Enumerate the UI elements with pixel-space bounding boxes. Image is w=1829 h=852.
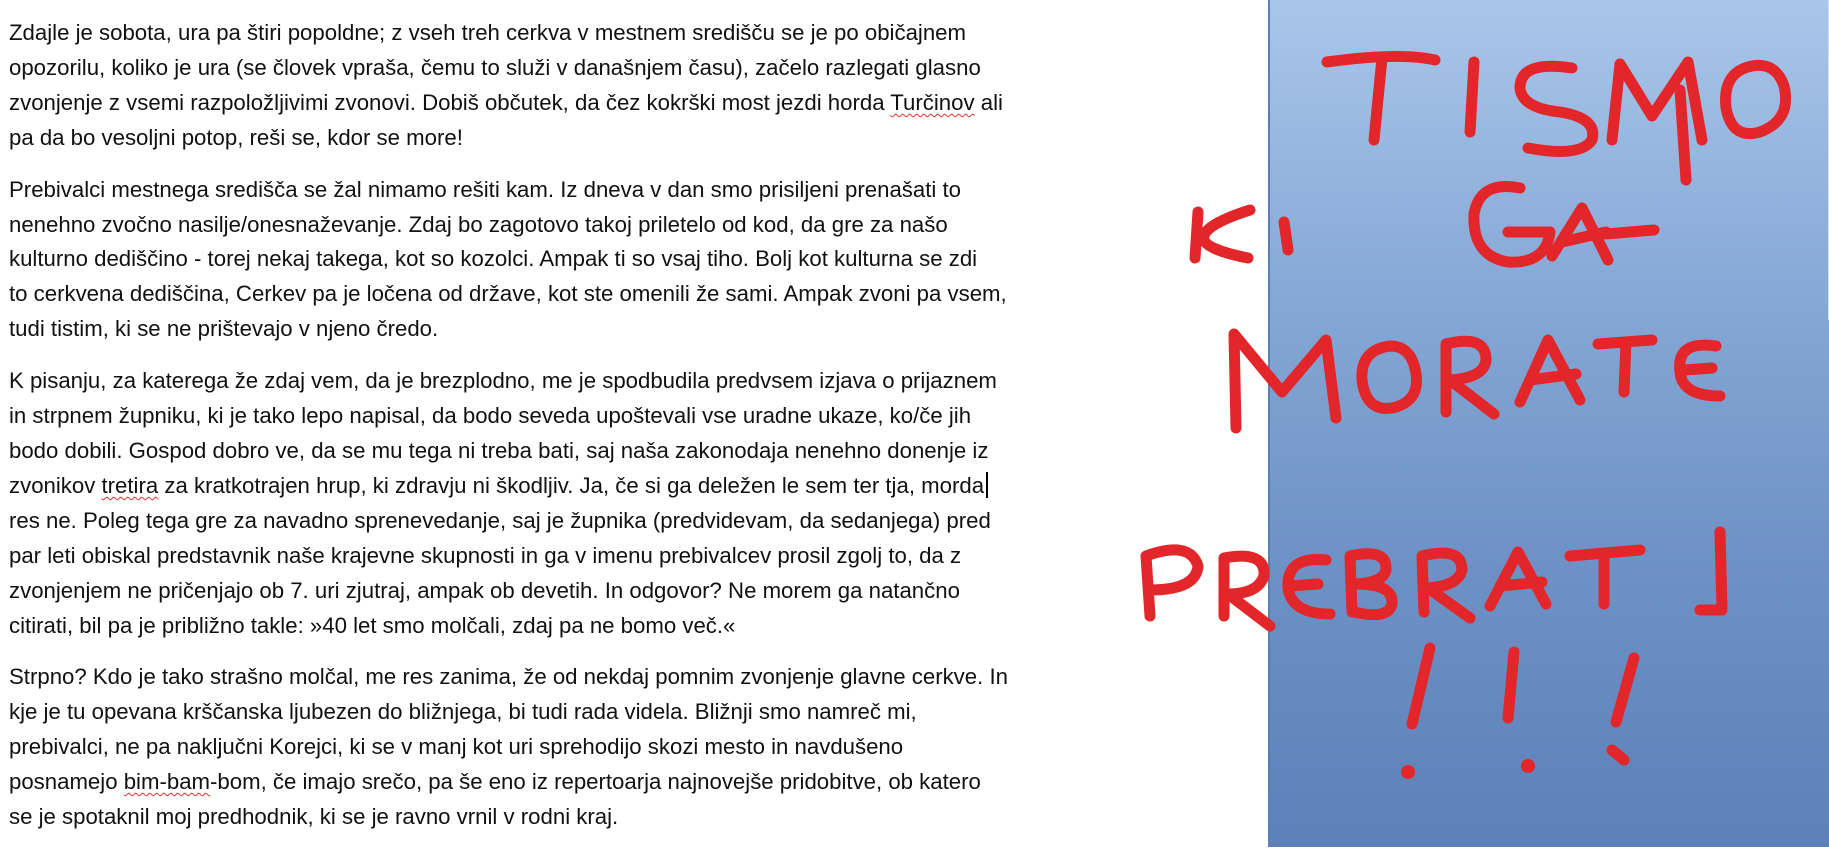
- window-background-panel: [1268, 0, 1829, 847]
- paragraph-2: Prebivalci mestnega središča se žal nimamo rešiti kam. Iz dneva v dan smo prisiljeni prenašati to nenehno zvočno nasilje/onesnaževanje. Zdaj bo zagotovo takoj priletelo od kod, da gre za našo kulturno dediščino - torej nekaj takega, kot so kozolci. Ampak ti so vsaj tiho. Bolj kot kulturna se zdi to cerkvena dediščina, Cerkev pa je ločena od države, kot ste omenili že sami. Ampak zvoni pa vsem, tudi tistim, ki se ne prištevajo v njeno čredo.: [9, 176, 1007, 342]
- spellcheck-word[interactable]: Turčinov: [890, 89, 975, 115]
- paragraph-1-text-b: ali pa da bo vesoljni potop, reši se, kdor se more!: [9, 89, 1003, 150]
- paragraph-1-text-a: Zdajle je sobota, ura pa štiri popoldne; z vseh treh cerkva v mestnem središču se je po običajnem opozorilu, koliko je ura (se človek vpraša, čemu to služi v današnjem času), začelo razlegati glasno zvonjenje z vsemi razpoložljivimi zvonovi. Dobiš občutek, da čez kokrški most jezdi horda: [9, 20, 981, 115]
- spellcheck-word[interactable]: tretira: [101, 472, 159, 498]
- paragraph-4-text-b: -bom, če imajo srečo, pa še eno iz repertoarja najnovejše pridobitve, ob katero se je spotaknil moj predhodnik, ki se je ravno vrnil v rodni kraj.: [9, 769, 981, 830]
- paragraph-4-text-a: Strpno? Kdo je tako strašno molčal, me res zanima, že od nekdaj pomnim zvonjenje glavne cerkve. In kje je tu opevana krščanska ljubezen do bližnjega, bi tudi rada videla. Bližnji smo namreč mi, prebivalci, ne pa naključni Korejci, ki se v manj kot uri sprehodijo skozi mesto in navdušeno posnamejo: [9, 664, 1008, 795]
- paragraph-1: [9, 16, 1119, 156]
- paragraph-4: [9, 660, 1119, 835]
- spellcheck-word[interactable]: bim-bam: [123, 769, 211, 795]
- text-cursor: [986, 472, 988, 498]
- paragraph-3: [9, 364, 1119, 643]
- document-body[interactable]: [9, 16, 1119, 852]
- paragraph-3-text-a: K pisanju, za katerega že zdaj vem, da je brezplodno, me je spodbudila predvsem izjava o prijaznem in strpnem župniku, ki je tako lepo napisal, da bodo seveda upoštevali vse uradne ukaze, ko/če jih bodo dobili. Gospod dobro ve, da se mu tega ni treba bati, saj naša zakonodaja nenehno donenje iz zvonikov: [9, 368, 997, 498]
- paragraph-3-text-b: za kratkotrajen hrup, ki zdravju ni škodljiv. Ja, če si ga deležen le sem ter tja, morda: [158, 472, 985, 498]
- paragraph-3-text-c: res ne. Poleg tega gre za navadno sprenevedanje, saj je župnika (predvidevam, da sedanjega) pred par leti obiskal predstavnik naše krajevne skupnosti in ga v imenu prebivalcev prosil zgolj to, da z zvonjenjem ne pričenjajo ob 7. uri zjutraj, ampak ob devetih. In odgovor? Ne morem ga natančno citirati, bil pa je približno takle: »40 let smo molčali, zdaj pa ne bomo več.«: [9, 507, 991, 638]
